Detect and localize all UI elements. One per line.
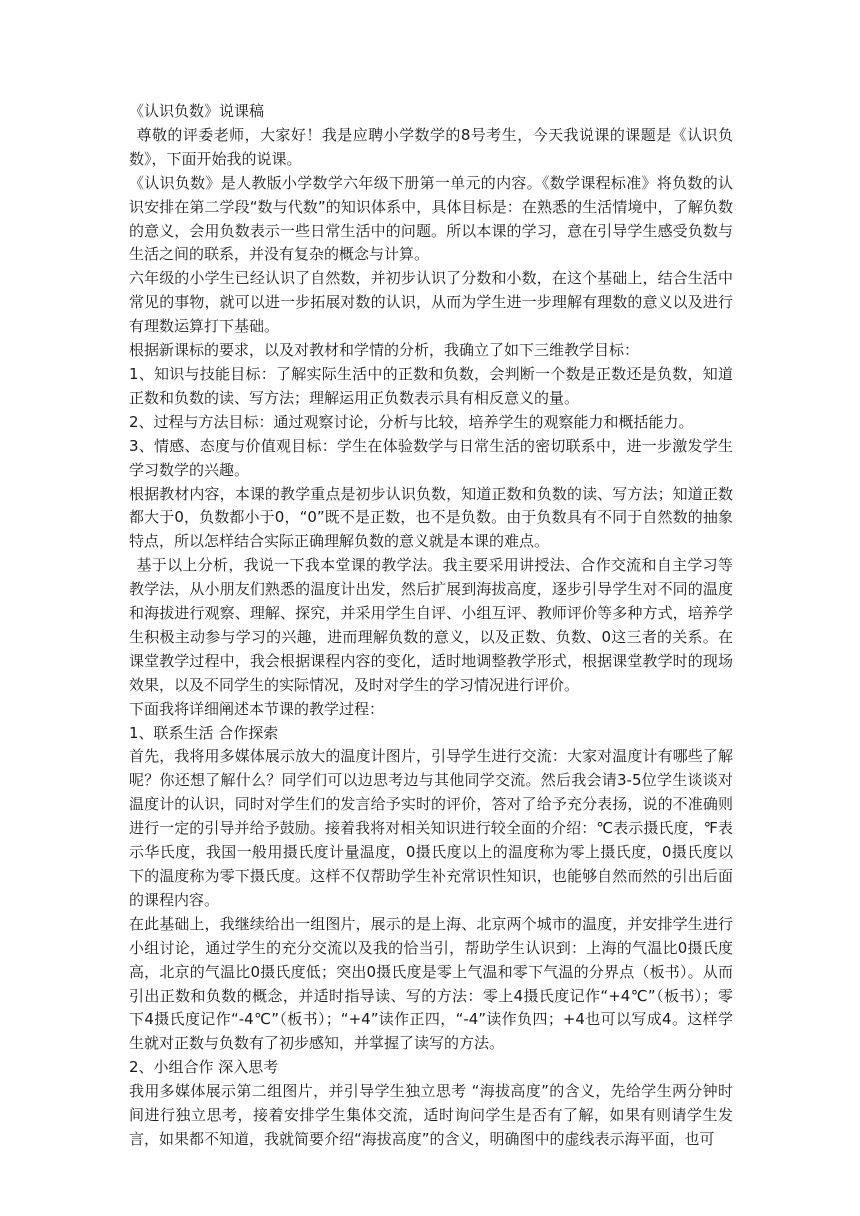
paragraph: 根据新课标的要求，以及对教材和学情的分析，我确立了如下三维教学目标： [129, 341, 640, 360]
section-heading: 2、小组合作 深入思考 [129, 1058, 279, 1077]
paragraph: 1、知识与技能目标：了解实际生活中的正数和负数，会判断一个数是正数还是负数，知道正数和负数的读、写方法；理解运用正负数表示具有相反意义的量。 [129, 364, 733, 407]
document-page [129, 100, 733, 1152]
paragraph: 根据教材内容，本课的教学重点是初步认识负数，知道正数和负数的读、写方法；知道正数都大于0，负数都小于0，“0”既不是正数，也不是负数。由于负数具有不同于自然数的抽象特点，所以怎样结合实际正确理解负数的意义就是本课的难点。 [129, 484, 733, 551]
paragraph: 《认识负数》是人教版小学数学六年级下册第一单元的内容。《数学课程标准》将负数的认识安排在第二学段“数与代数”的知识体系中，具体目标是：在熟悉的生活情境中，了解负数的意义，会用负数表示一些日常生活中的问题。所以本课的学习，意在引导学生感受负数与生活之间的联系，并没有复杂的概念与计算。 [129, 173, 733, 264]
paragraph: 我用多媒体展示第二组图片，并引导学生独立思考 “海拔高度”的含义，先给学生两分钟时间进行独立思考，接着安排学生集体交流，适时询问学生是否有了解，如果有则请学生发言，如果都不知道，我就简要介绍“海拔高度”的含义，明确图中的虚线表示海平面，也可 [129, 1082, 733, 1148]
paragraph: 在此基础上，我继续给出一组图片，展示的是上海、北京两个城市的温度，并安排学生进行小组讨论，通过学生的充分交流以及我的恰当引，帮助学生认识到：上海的气温比0摄氏度高，北京的气温比0摄氏度低；突出0摄氏度是零上气温和零下气温的分界点（板书）。从而引出正数和负数的概念，并适时指导读、写的方法：零上4摄氏度记作“+4℃”（板书）；零下4摄氏度记作“-4℃”（板书）；“+4”读作正四，“-4”读作负四；+4也可以写成4。这样学生就对正数与负数有了初步感知，并掌握了读写的方法。 [129, 914, 733, 1053]
paragraph: 基于以上分析，我说一下我本堂课的教学法。我主要采用讲授法、合作交流和自主学习等教学法，从小朋友们熟悉的温度计出发，然后扩展到海拔高度，逐步引导学生对不同的温度和海拔进行观察、理解、探究，并采用学生自评、小组互评、教师评价等多种方式，培养学生积极主动参与学习的兴趣，进而理解负数的意义，以及正数、负数、0这三者的关系。在课堂教学过程中，我会根据课程内容的变化，适时地调整教学形式，根据课堂教学时的现场效果，以及不同学生的实际情况，及时对学生的学习情况进行评价。 [129, 556, 733, 694]
section-heading: 1、联系生活 合作探索 [129, 723, 279, 742]
paragraph: 下面我将详细阐述本节课的教学过程： [129, 699, 385, 718]
paragraph: 2、过程与方法目标：通过观察讨论，分析与比较，培养学生的观察能力和概括能力。 [129, 412, 694, 431]
paragraph: 尊敬的评委老师，大家好！我是应聘小学数学的8号考生，今天我说课的课题是《认识负数》，下面开始我的说课。 [129, 125, 733, 168]
paragraph: 六年级的小学生已经认识了自然数，并初步认识了分数和小数，在这个基础上，结合生活中常见的事物，就可以进一步拓展对数的认识，从而为学生进一步理解有理数的意义以及进行有理数运算打下基础。 [129, 269, 733, 336]
paragraph: 首先，我将用多媒体展示放大的温度计图片，引导学生进行交流：大家对温度计有哪些了解呢？你还想了解什么？同学们可以边思考边与其他同学交流。然后我会请3-5位学生谈谈对温度计的认识，同时对学生们的发言给予实时的评价，答对了给予充分表扬，说的不准确则进行一定的引导并给予鼓励。接着我将对相关知识进行较全面的介绍：℃表示摄氏度，℉表示华氏度，我国一般用摄氏度计量温度，0摄氏度以上的温度称为零上摄氏度，0摄氏度以下的温度称为零下摄氏度。这样不仅帮助学生补充常识性知识，也能够自然而然的引出后面的课程内容。 [129, 747, 733, 909]
paragraph: 3、情感、态度与价值观目标：学生在体验数学与日常生活的密切联系中，进一步激发学生学习数学的兴趣。 [129, 436, 733, 479]
document-title: 《认识负数》说课稿 [129, 102, 265, 120]
